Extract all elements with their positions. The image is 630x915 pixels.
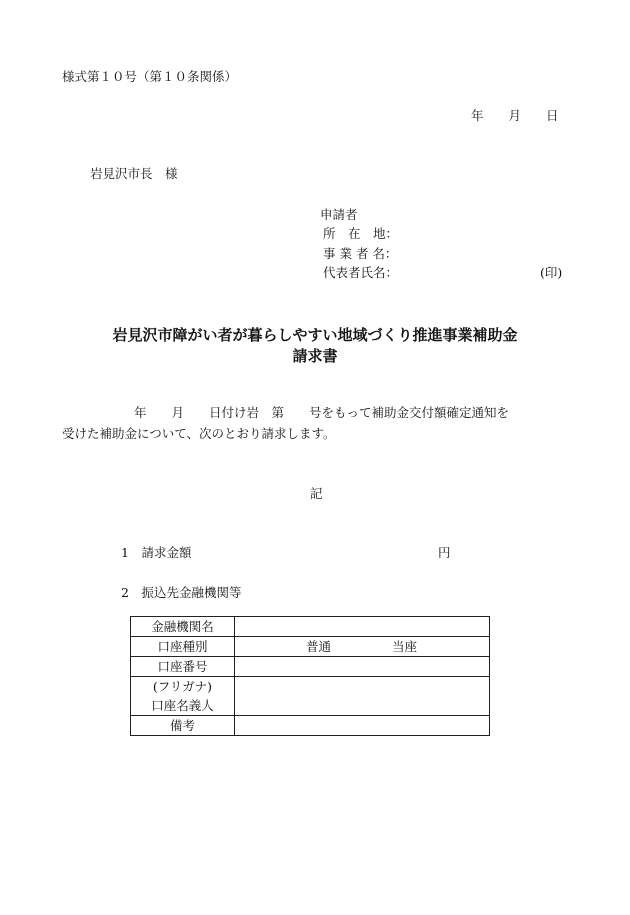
applicant-heading: 申請者 — [320, 207, 358, 222]
addressee: 岩見沢市長 様 — [90, 166, 178, 181]
account-holder-label — [131, 677, 235, 716]
furigana-label: (フリガナ) — [152, 679, 213, 694]
seal-mark: (印) — [540, 265, 563, 280]
form-number: 様式第１０号（第１０条関係） — [62, 69, 238, 84]
account-number-label: 口座番号 — [131, 657, 235, 677]
account-number-cell — [235, 657, 490, 677]
document-subtitle: 請求書 — [292, 347, 338, 365]
account-holder-cell — [235, 677, 490, 716]
table-row — [131, 617, 490, 637]
yen-unit: 円 — [438, 545, 451, 560]
item-claim-amount: 1 請求金額 — [121, 545, 192, 560]
document-title: 岩見沢市障がい者が暮らしやすい地域づくり推進事業補助金 — [112, 326, 518, 344]
remarks-label: 備考 — [131, 716, 235, 736]
table-row — [131, 716, 490, 736]
holder-label: 口座名義人 — [151, 698, 214, 713]
address-label: 所 在 地： — [323, 226, 399, 241]
type-ordinary: 普通 — [306, 639, 332, 654]
representative-label: 代表者氏名： — [323, 265, 399, 280]
account-type-cell — [235, 637, 490, 657]
date-line: 年 月 日 — [471, 108, 559, 123]
table-row — [131, 677, 490, 716]
bank-name-cell — [235, 617, 490, 637]
body-text-line2: 受けた補助金について、次のとおり請求します。 — [62, 426, 336, 441]
item-bank-info: 2 振込先金融機関等 — [121, 585, 242, 600]
business-name-label: 事 業 者 名： — [323, 246, 398, 261]
ki-heading: 記 — [310, 486, 323, 501]
type-current: 当座 — [392, 639, 418, 654]
account-type-label: 口座種別 — [131, 637, 235, 657]
body-text-line1: 年 月 日付け岩 第 号をもって補助金交付額確定通知を — [134, 405, 510, 420]
table-row — [131, 637, 490, 657]
bank-name-label: 金融機関名 — [131, 617, 235, 637]
table-row — [131, 657, 490, 677]
remarks-cell — [235, 716, 490, 736]
bank-info-table — [130, 616, 490, 736]
